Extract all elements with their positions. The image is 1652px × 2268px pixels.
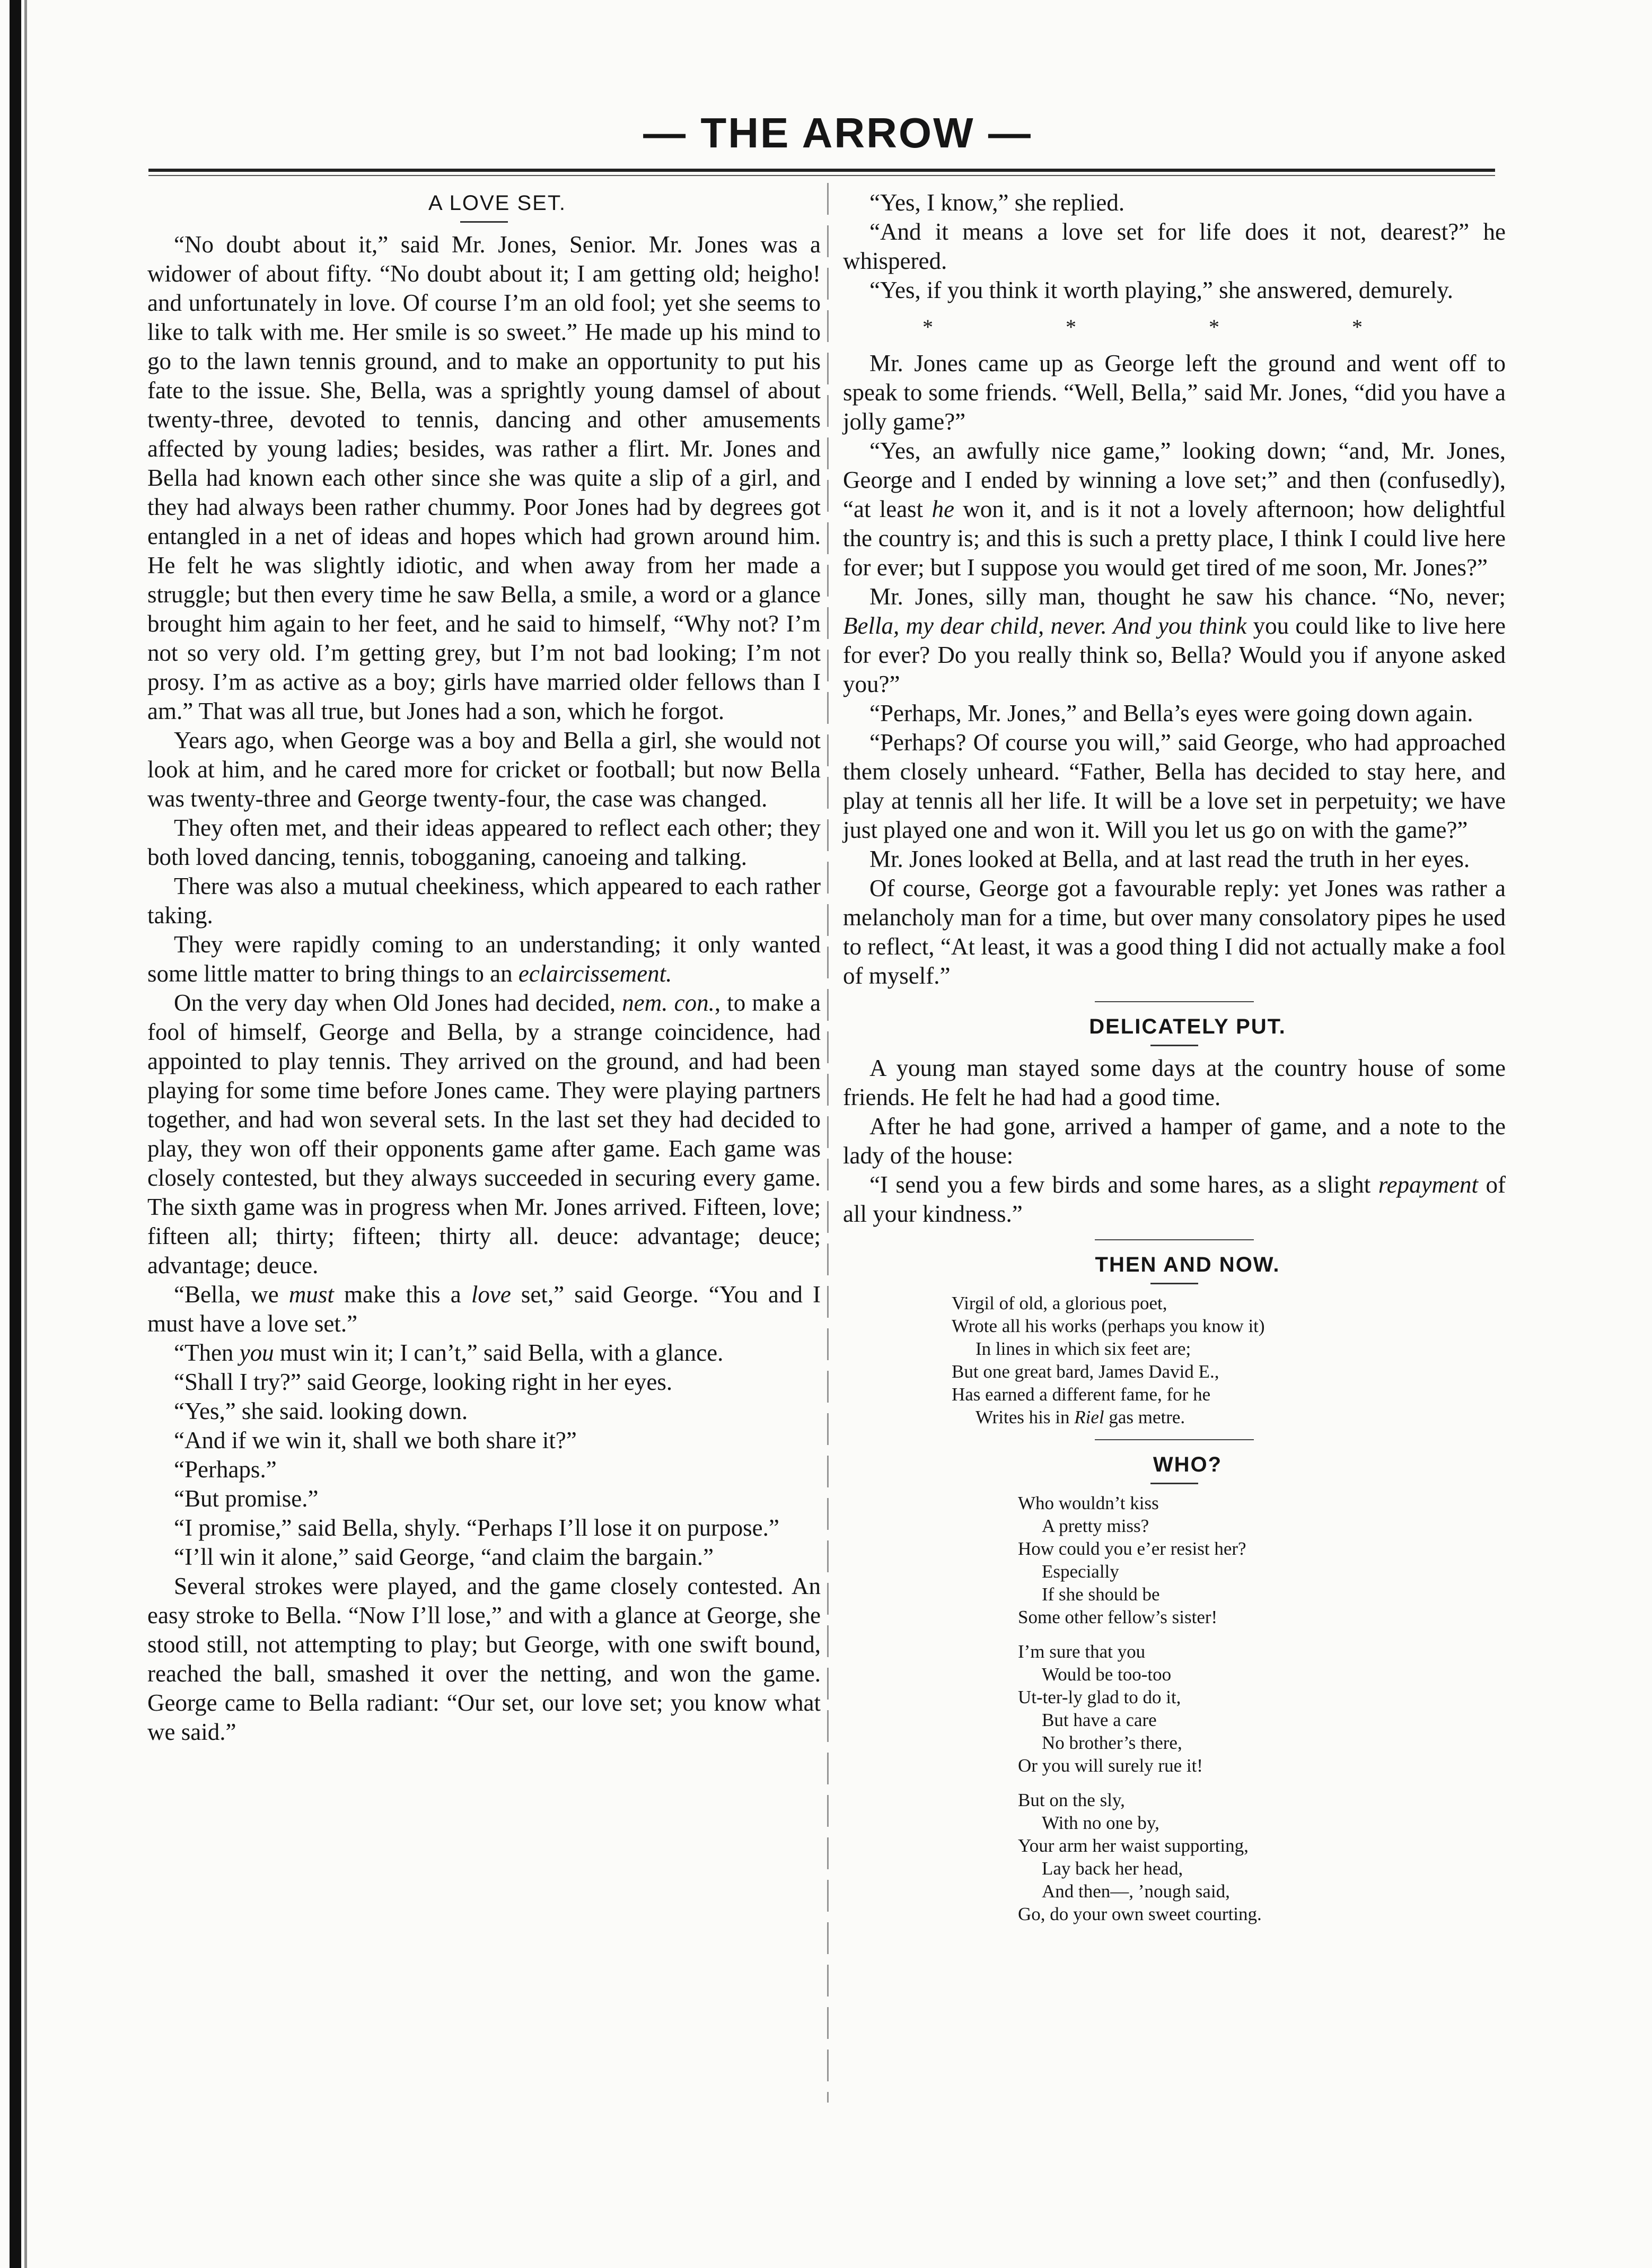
poem-text: gas metre. (1104, 1407, 1185, 1428)
left-column (147, 188, 821, 1747)
poem-line: But have a care (1042, 1710, 1157, 1730)
italic-text: Bella, my dear child, never. And you think (843, 612, 1247, 639)
poem-line: If she should be (1042, 1584, 1160, 1605)
italic-text: repayment (1378, 1171, 1479, 1198)
paragraph: Mr. Jones came up as George left the ground and went off to speak to some friends. “Well, Bella,” said Mr. Jones, “did you have a jolly game?” (843, 350, 1506, 435)
masthead-rule-thick (148, 169, 1495, 172)
article-heading-delicately-put: DELICATELY PUT. (1089, 1015, 1286, 1038)
poem-line: Or you will surely rue it! (1018, 1755, 1203, 1776)
paragraph: Years ago, when George was a boy and Bella a girl, she would not look at him, and he cared more for cricket or football; but now Bella was twenty-three and George twenty-four, the case was changed. (147, 727, 821, 812)
dialogue-line: “I promise,” said Bella, shyly. “Perhaps I’ll lose it on purpose.” (174, 1514, 779, 1541)
dialogue-line: “Perhaps.” (174, 1456, 277, 1483)
section-break-stars: * * * * (922, 315, 1426, 339)
binding-edge (10, 0, 21, 2268)
poem-line: How could you e’er resist her? (1018, 1538, 1246, 1559)
italic-text: eclaircissement. (518, 960, 672, 987)
paragraph-text: They were rapidly coming to an understanding; it only wanted some little matter to bring things to an (147, 931, 821, 987)
poem-line (952, 1406, 1506, 1429)
paragraph-text: you could like to live here for ever? Do you really think so, Bella? Would you if anyone asked you?” (843, 612, 1506, 697)
poem-line: But one great bard, James David E., (952, 1361, 1219, 1382)
article-heading-love-set: A LOVE SET. (428, 191, 566, 215)
section-rule (1095, 1239, 1254, 1240)
paragraph: Of course, George got a favourable reply: yet Jones was rather a melancholy man for a time, but over many consolatory pipes he used to reflect, “At least, it was a good thing I did not actually make a fool of myself.” (843, 875, 1506, 989)
poem-line: Some other fellow’s sister! (1018, 1607, 1218, 1627)
paragraph (843, 582, 1506, 699)
heading-rule (1150, 1045, 1198, 1046)
poem-text: Writes his in (976, 1407, 1075, 1428)
paragraph-text: won it, and is it not a lovely afternoon; how delightful the country is; and this is such a pretty place, I think I could live here for ever; but I suppose you would get tired of me soon, Mr. Jones?” (843, 496, 1506, 581)
poem-line: A pretty miss? (1042, 1516, 1149, 1536)
paragraph (147, 1338, 821, 1368)
paragraph (147, 988, 821, 1280)
italic-text: he (932, 496, 954, 522)
stanza-break (1018, 1777, 1506, 1789)
section-rule (1095, 1001, 1254, 1002)
paragraph: They often met, and their ideas appeared to reflect each other; they both loved dancing, tennis, tobogganing, canoeing and talking. (147, 815, 821, 870)
paragraph: Mr. Jones looked at Bella, and at last read the truth in her eyes. (869, 846, 1470, 872)
binding-shadow (24, 0, 27, 2268)
masthead-rule-thin (148, 175, 1495, 176)
italic-text: you (239, 1339, 274, 1366)
paragraph-text: Mr. Jones, silly man, thought he saw his chance. “No, never; (869, 583, 1506, 610)
paragraph-text: must win it; I can’t,” said Bella, with a glance. (274, 1339, 724, 1366)
heading-rule (1150, 1483, 1198, 1484)
dialogue-line: “And it means a love set for life does it not, dearest?” he whispered. (843, 218, 1506, 274)
poem-line: Go, do your own sweet courting. (1018, 1904, 1262, 1924)
paragraph-text: , to make a fool of himself, George and Bella, by a strange coincidence, had appointed to play tennis. They arrived on the ground, and had been playing for some time before Jones came. They were playing partners together, and had won several sets. In the last set they had decided to play, they won off their opponents game after game. Each game was closely contested, but they always succeeded in securing every game. The sixth game was in progress when Mr. Jones arrived. Fifteen, love; fifteen all; thirty; fifteen; thirty all. deuce: advantage; deuce; advantage; deuce. (147, 989, 821, 1279)
dialogue-line: “And if we win it, shall we both share it?” (174, 1427, 577, 1453)
poem-line: Virgil of old, a glorious poet, (952, 1293, 1167, 1313)
italic-text: Riel (1074, 1407, 1104, 1428)
paragraph (843, 1170, 1506, 1229)
paragraph: A young man stayed some days at the country house of some friends. He felt he had had a good time. (843, 1055, 1506, 1110)
poem-line: With no one by, (1042, 1812, 1159, 1833)
stanza-break (1018, 1628, 1506, 1640)
paragraph-text: “I send you a few birds and some hares, as a slight (869, 1171, 1378, 1198)
article-heading-then-and-now: THEN AND NOW. (1095, 1253, 1280, 1276)
dialogue-line: “I’ll win it alone,” said George, “and claim the bargain.” (174, 1544, 714, 1570)
poem-line: But on the sly, (1018, 1790, 1125, 1810)
paragraph: “No doubt about it,” said Mr. Jones, Senior. Mr. Jones was a widower of about fifty. “No doubt about it; I am getting old; heigho! and unfortunately in love. Of course I’m an old fool; yet she seems to like to talk with me. Her smile is so sweet.” He made up his mind to go to the lawn tennis ground, and to make an opportunity to put his fate to the issue. She, Bella, was a sprightly young damsel of about twenty-three, devoted to tennis, dancing and other amusements affected by young ladies; besides, was rather a flirt. Mr. Jones and Bella had known each other since she was quite a slip of a girl, and they had always been rather chummy. Poor Jones had by degrees got entangled in a net of ideas and hopes which had grown around him. He felt he was slightly idiotic, and when away from her made a struggle; but then every time he saw Bella, a smile, a word or a glance brought him again to her feet, and he said to himself, “Why not? I’m not so very old. I’m getting grey, but I’m not bad looking; I’m not prosy. I’m as active as a boy; girls have married older fellows than I am.” That was all true, but Jones had a son, which he forgot. (147, 231, 821, 724)
poem-line: Especially (1042, 1561, 1119, 1582)
poem-who (1018, 1492, 1506, 1925)
paragraph-text: set,” said George. “You and I must have a love set.” (147, 1281, 821, 1337)
dialogue-line: “Shall I try?” said George, looking right in her eyes. (174, 1369, 673, 1395)
paragraph-text: of all your kindness.” (843, 1171, 1506, 1227)
poem-line: In lines in which six feet are; (976, 1338, 1191, 1359)
paragraph-text: “Bella, we (174, 1281, 289, 1308)
paragraph-text: On the very day when Old Jones had decided, (174, 989, 622, 1016)
paragraph: Several strokes were played, and the game closely contested. An easy stroke to Bella. “Now I’ll lose,” and with a glance at George, she stood still, not attempting to play; but George, with one swift bound, reached the ball, smashed it over the netting, and won the game. George came to Bella radiant: “Our set, our love set; you know what we said.” (147, 1573, 821, 1745)
poem-line: Has earned a different fame, for he (952, 1384, 1211, 1405)
paragraph-text: make this a (333, 1281, 471, 1308)
poem-line: And then—, ’nough said, (1042, 1881, 1230, 1902)
paragraph: There was also a mutual cheekiness, which appeared to each rather taking. (147, 873, 821, 929)
poem-line: Ut-ter-ly glad to do it, (1018, 1687, 1181, 1707)
poem-line: Wrote all his works (perhaps you know it) (952, 1316, 1265, 1336)
paragraph: After he had gone, arrived a hamper of game, and a note to the lady of the house: (843, 1113, 1506, 1169)
dialogue-line: “Perhaps, Mr. Jones,” and Bella’s eyes were going down again. (869, 700, 1473, 726)
poem-line: No brother’s there, (1042, 1732, 1182, 1753)
paragraph-text: “Then (174, 1339, 240, 1366)
italic-text: nem. con. (622, 989, 715, 1016)
poem-then-and-now (952, 1292, 1506, 1429)
italic-text: must (288, 1281, 334, 1308)
section-rule (1095, 1439, 1254, 1440)
paragraph (843, 436, 1506, 582)
poem-line: Who wouldn’t kiss (1018, 1493, 1159, 1513)
poem-line: Would be too-too (1042, 1664, 1172, 1685)
dialogue-line: “But promise.” (174, 1485, 319, 1512)
paragraph: “Perhaps? Of course you will,” said George, who had approached them closely unheard. “Father, Bella has decided to stay here, and play at tennis all her life. It will be a love set in perpetuity; we have just played one and won it. Will you let us go on with the game?” (843, 729, 1506, 843)
masthead-title: — THE ARROW — (643, 109, 1032, 156)
poem-line: Lay back her head, (1042, 1858, 1183, 1879)
heading-rule (1150, 1283, 1198, 1284)
right-column (843, 188, 1506, 1925)
italic-text: love (471, 1281, 511, 1308)
paragraph (147, 930, 821, 988)
article-heading-who: WHO? (1153, 1453, 1223, 1476)
poem-line: I’m sure that you (1018, 1641, 1146, 1662)
dialogue-line: “Yes, I know,” she replied. (869, 189, 1125, 216)
paragraph-text: “Yes, an awfully nice game,” looking down; “and, Mr. Jones, George and I ended by winning a love set;” and then (confusedly), “at least (843, 437, 1506, 522)
heading-rule (460, 221, 508, 223)
dialogue-line: “Yes,” she said. looking down. (174, 1398, 468, 1424)
column-divider (827, 183, 829, 2103)
dialogue-line: “Yes, if you think it worth playing,” she answered, demurely. (869, 277, 1454, 303)
poem-line: Your arm her waist supporting, (1018, 1835, 1249, 1856)
paragraph (147, 1280, 821, 1338)
